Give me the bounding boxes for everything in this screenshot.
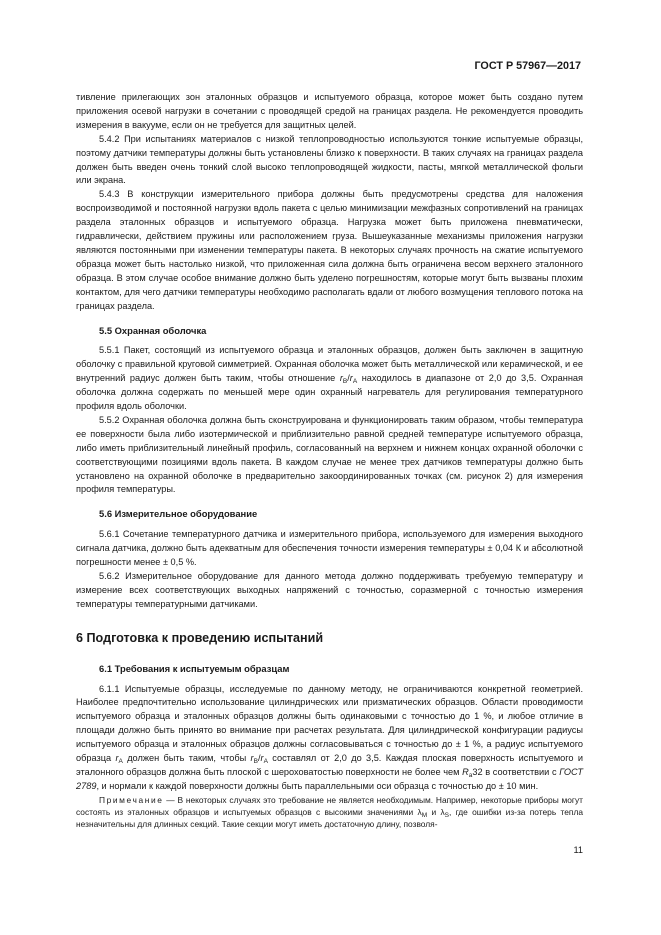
paragraph-5-6-2: 5.6.2 Измерительное оборудование для данного метода должно поддерживать требуемую температуру и измерение всех соответствующих выходных напряжений с точностью, соразмерной с точностью измерения температуры температурными датчиками. — [76, 571, 583, 609]
section-6-title: 6 Подготовка к проведению испытаний — [76, 630, 324, 645]
paragraph-5-5-1: 5.5.1 Пакет, состоящий из испытуемого образца и эталонных образцов, должен быть заключен в защитную оболочку с правильной круговой симметрией. Охранная оболочка может быть металлической или керамической, и ее внутренний радиус должен быть таким, чтобы отношение $r_B/r_A$ находилось в диапазоне от 2,0 до 3,5. Охранная оболочка должна содержать по меньшей мере один охранный нагреватель для регулирования температурного профиля вдоль оболочки. — [76, 345, 583, 412]
paragraph-5-4-2: 5.4.2 При испытаниях материалов с низкой теплопроводностью используются тонкие испытуемые образцы, поэтому датчики температуры должны быть установлены близко к поверхности. В таких случаях на границах раздела должен быть введен очень тонкий слой высоко теплопроводящей жидкости, пасты, мягкой металлической фольги или экрана. — [76, 133, 583, 186]
page-content — [76, 91, 583, 831]
paragraph-continuation: тивление прилегающих зон эталонных образцов и испытуемого образца, которое может быть создано путем приложения осевой нагрузки в сочетании с проводящей средой на границах раздела. Не рекомендуется проводить измерения в вакууме, если он не требуется для защитных целей. — [76, 92, 583, 130]
heading-5-6: 5.6 Измерительное оборудование — [99, 508, 258, 520]
document-header: ГОСТ Р 57967—2017 — [474, 60, 581, 72]
paragraph-5-6-1: 5.6.1 Сочетание температурного датчика и измерительного прибора, используемого для измерения выходного сигнала датчика, должно быть адекватным для обеспечения точности измерения температуры ± 0,04 К и абсолютной погрешности менее ± 0,5 %. — [76, 529, 583, 568]
paragraph-5-4-3: 5.4.3 В конструкции измерительного прибора должны быть предусмотрены средства для наложения воспроизводимой и постоянной нагрузки вдоль пакета с целью минимизации межфазных сопротивлений на границах раздела эталонных образцов и испытуемого образца. Нагрузка может быть приложена пневматически, гидравлически, действием пружины или расположением груза. Вышеуказанные механизмы приложения нагрузки являются постоянными при изменении температуры пакета. В некоторых случаях прочность на сжатие испытуемого образца может быть настолько низкой, что приложенная сила должна быть ограничена весом верхнего эталонного образца. В этом случае особое внимание должно быть уделено погрешностям, которые могут быть вызваны плохим контактом, для чего датчики температуры необходимо располагать вдали от любого возмущения теплового потока на границах раздела. — [76, 189, 583, 311]
page-number: 11 — [573, 845, 583, 855]
paragraph-6-1-1: 6.1.1 Испытуемые образцы, исследуемые по данному методу, не ограничиваются конкретной геометрией. Наиболее предпочтительно использование цилиндрических или призматических образцов. Области проводимости испытуемого образца и эталонных образцов должны быть одинаковыми с точностью до 1 %, и любое отличие в площади должно быть принято во внимание при расчетах результата. Для цилиндрической конфигурации радиусы испытуемого образца и эталонных образцов должны согласовываться с точностью до ± 1 %, а радиус испытуемого образца $r_A$ должен быть таким, чтобы $r_B/r_A$ составлял от 2,0 до 3,5. Каждая плоская поверхность испытуемого и эталонного образцов должна быть плоской с шероховатостью поверхности не более чем $R_a32$ в соответствии с ГОСТ 2789, и нормали к каждой поверхности должны быть параллельными оси образца с точностью до ± 10 мин. — [76, 683, 584, 791]
heading-6-1: 6.1 Требования к испытуемым образцам — [99, 662, 290, 674]
heading-5-5: 5.5 Охранная оболочка — [99, 324, 207, 336]
note-paragraph: Примечание — В некоторых случаях это требование не является необходимым. Например, некоторые приборы могут состоять из эталонных образцов и испытуемых образцов с высокими значениями $\lambda_M$ и $\lambda_S$, где ошибки из-за потерь тепла незначительны для длинных секций. Такие секции могут иметь достаточную длину, позволя- — [76, 794, 583, 830]
paragraph-5-5-2: 5.5.2 Охранная оболочка должна быть сконструирована и функционировать таким образом, чтобы температура ее поверхности была либо изотермической и приблизительно равной средней температуре испытуемого образца, либо иметь приблизительный линейный профиль, согласованный на верхнем и нижнем концах охранной оболочки с соответствующими позициями вдоль пакета. В каждом случае не менее трех датчиков температуры должно быть установлено на охранной оболочке в предварительно закоординированных точках (см. рисунок 2) для измерения профиля температуры. — [76, 414, 583, 495]
